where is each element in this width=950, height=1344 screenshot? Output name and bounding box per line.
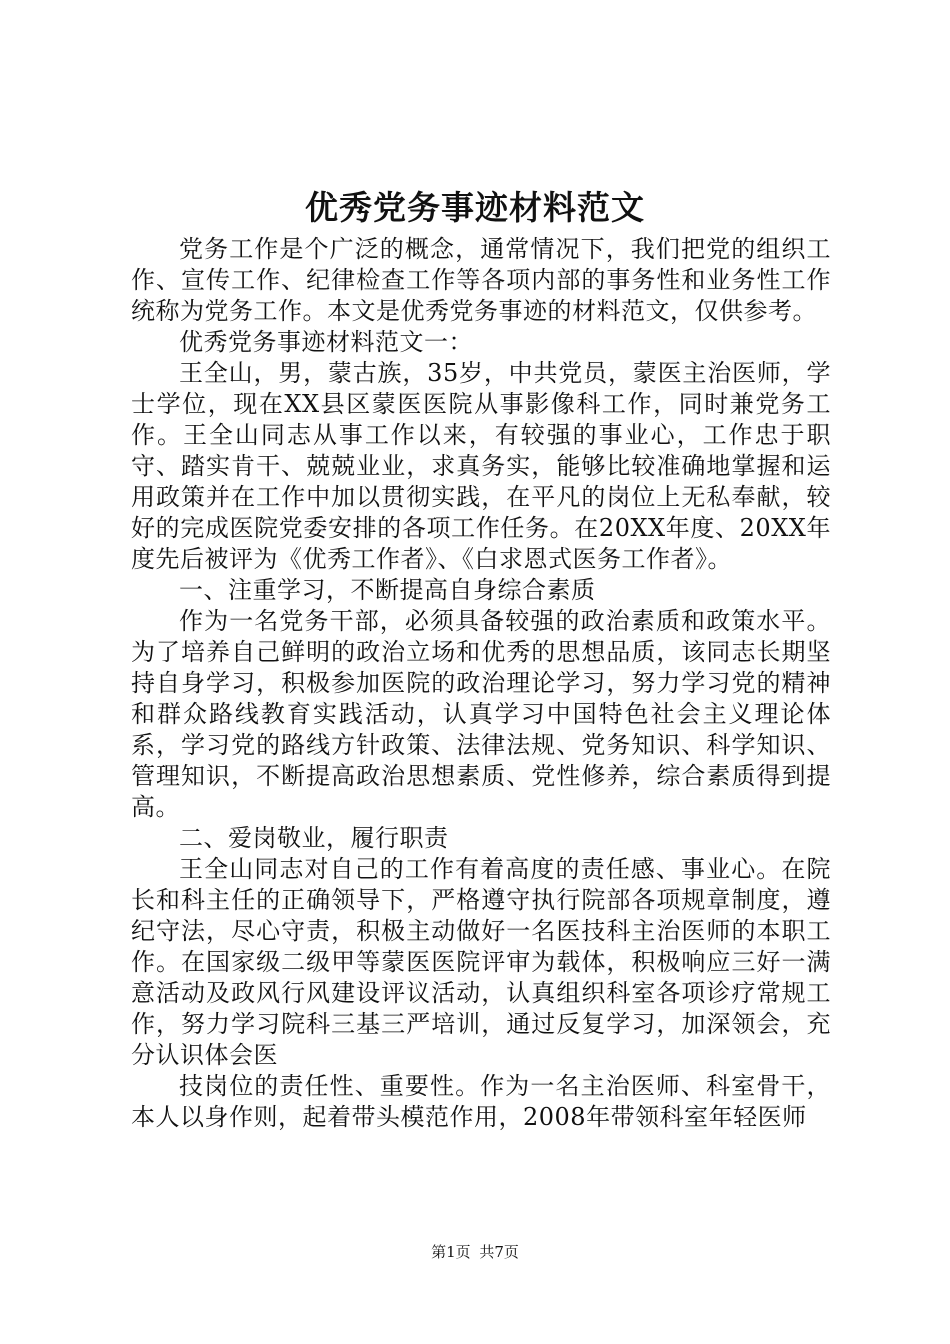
paragraph-responsibility: 技岗位的责任性、重要性。作为一名主治医师、科室骨干，本人以身作则，起着带头模范作用，2008年带领科室年轻医师 xyxy=(131,1072,831,1131)
page-footer xyxy=(0,1242,950,1262)
paragraph-dedication: 王全山同志对自己的工作有着高度的责任感、事业心。在院长和科主任的正确领导下，严格遵守执行院部各项规章制度，遵纪守法，尽心守责，积极主动做好一名医技科主治医师的本职工作。在国家级二级甲等蒙医医院评审为载体，积极响应三好一满意活动及政风行风建设评议活动，认真组织科室各项诊疗常规工作，努力学习院科三基三严培训，通过反复学习，加深领会，充分认识体会医 xyxy=(131,855,831,1069)
paragraph-profile: 王全山，男，蒙古族，35岁，中共党员，蒙医主治医师，学士学位，现在XX县区蒙医医院从事影像科工作，同时兼党务工作。王全山同志从事工作以来，有较强的事业心，工作忠于职守、踏实肯干、兢兢业业，求真务实，能够比较准确地掌握和运用政策并在工作中加以贯彻实践，在平凡的岗位上无私奉献，较好的完成医院党委安排的各项工作任务。在20XX年度、20XX年度先后被评为《优秀工作者》、《白求恩式医务工作者》。 xyxy=(131,359,831,573)
page-total: 共7页 xyxy=(479,1243,519,1261)
paragraph-intro: 党务工作是个广泛的概念，通常情况下，我们把党的组织工作、宣传工作、纪律检查工作等各项内部的事务性和业务性工作统称为党务工作。本文是优秀党务事迹的材料范文，仅供参考。 xyxy=(131,235,831,325)
page-number: 第1页 xyxy=(431,1243,471,1261)
section-heading-study: 一、注重学习，不断提高自身综合素质 xyxy=(179,576,596,604)
document-body xyxy=(131,234,831,1133)
document-title: 优秀党务事迹材料范文 xyxy=(305,188,645,227)
paragraph-study: 作为一名党务干部，必须具备较强的政治素质和政策水平。为了培养自己鲜明的政治立场和优秀的思想品质，该同志长期坚持自身学习，积极参加医院的政治理论学习，努力学习党的精神和群众路线教育实践活动，认真学习中国特色社会主义理论体系，学习党的路线方针政策、法律法规、党务知识、科学知识、管理知识，不断提高政治思想素质、党性修养，综合素质得到提高。 xyxy=(131,607,831,821)
section-heading-dedication: 二、爱岗敬业，履行职责 xyxy=(179,824,449,852)
paragraph-example-heading: 优秀党务事迹材料范文一： xyxy=(179,328,473,356)
